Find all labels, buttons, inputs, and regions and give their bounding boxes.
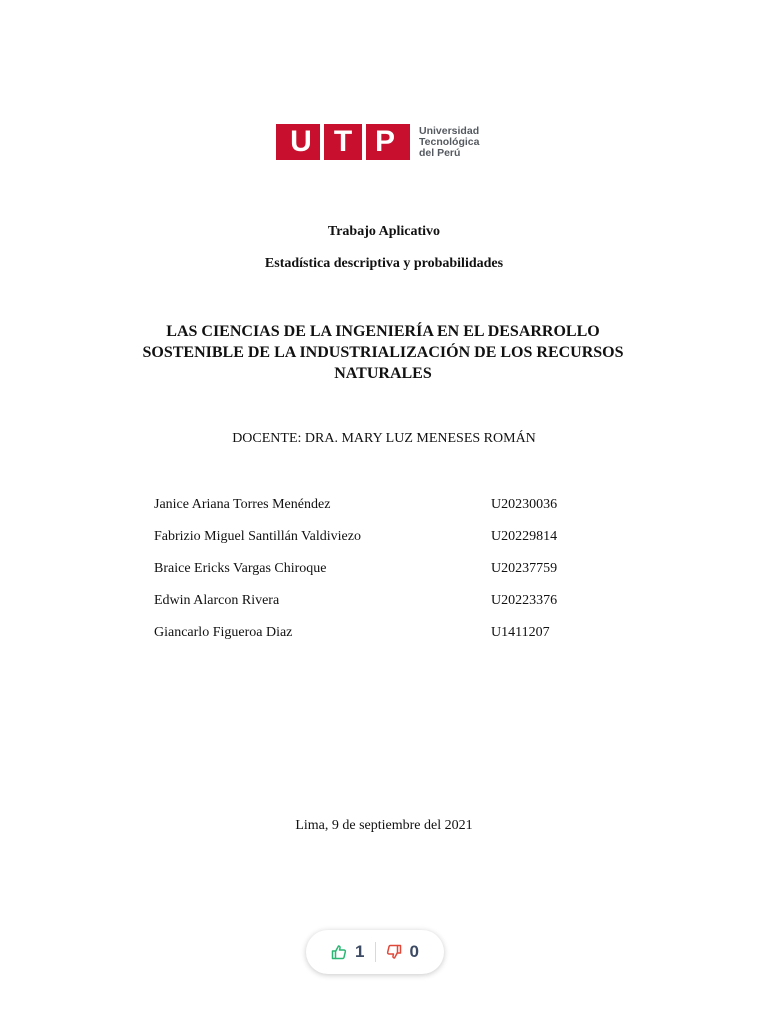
member-name: Braice Ericks Vargas Chiroque — [154, 561, 327, 576]
teacher-name: DOCENTE: DRA. MARY LUZ MENESES ROMÁN — [232, 431, 536, 446]
rating-widget — [306, 930, 444, 974]
member-name: Janice Ariana Torres Menéndez — [154, 497, 331, 512]
work-type: Trabajo Aplicativo — [327, 224, 441, 239]
logo-letter-t: T — [333, 125, 353, 158]
member-code: U20237759 — [491, 561, 558, 576]
member-code: U20229814 — [491, 529, 558, 544]
like-count: 1 — [355, 942, 365, 961]
university-line: Universidad — [419, 124, 480, 137]
members-list — [154, 496, 614, 656]
utp-logo-mark — [276, 124, 410, 160]
member-code: U20230036 — [491, 497, 558, 512]
university-line: Tecnológica — [419, 135, 480, 148]
title-line: NATURALES — [334, 365, 432, 382]
thumbs-up-icon — [331, 944, 347, 960]
like-button[interactable] — [321, 942, 374, 962]
dislike-count: 0 — [409, 942, 419, 961]
dislike-button[interactable] — [376, 942, 429, 962]
member-row — [154, 560, 614, 592]
member-code: U1411207 — [491, 625, 550, 640]
place-date: Lima, 9 de septiembre del 2021 — [295, 818, 473, 833]
university-line: del Perú — [419, 146, 461, 159]
utp-logo — [276, 124, 479, 160]
member-code: U20223376 — [491, 593, 558, 608]
university-name — [419, 126, 479, 159]
member-row — [154, 528, 614, 560]
member-name: Giancarlo Figueroa Diaz — [154, 625, 293, 640]
document-title — [110, 321, 656, 384]
member-row — [154, 624, 614, 656]
logo-letter-u: U — [290, 125, 312, 158]
title-line: SOSTENIBLE DE LA INDUSTRIALIZACIÓN DE LOS RECURSOS — [142, 344, 624, 361]
member-row — [154, 592, 614, 624]
member-name: Fabrizio Miguel Santillán Valdiviezo — [154, 529, 361, 544]
thumbs-down-icon — [386, 944, 402, 960]
member-row — [154, 496, 614, 528]
member-name: Edwin Alarcon Rivera — [154, 593, 280, 608]
course-name: Estadística descriptiva y probabilidades — [264, 256, 504, 271]
logo-letter-p: P — [374, 125, 395, 158]
title-line: LAS CIENCIAS DE LA INGENIERÍA EN EL DESARROLLO — [166, 323, 600, 340]
